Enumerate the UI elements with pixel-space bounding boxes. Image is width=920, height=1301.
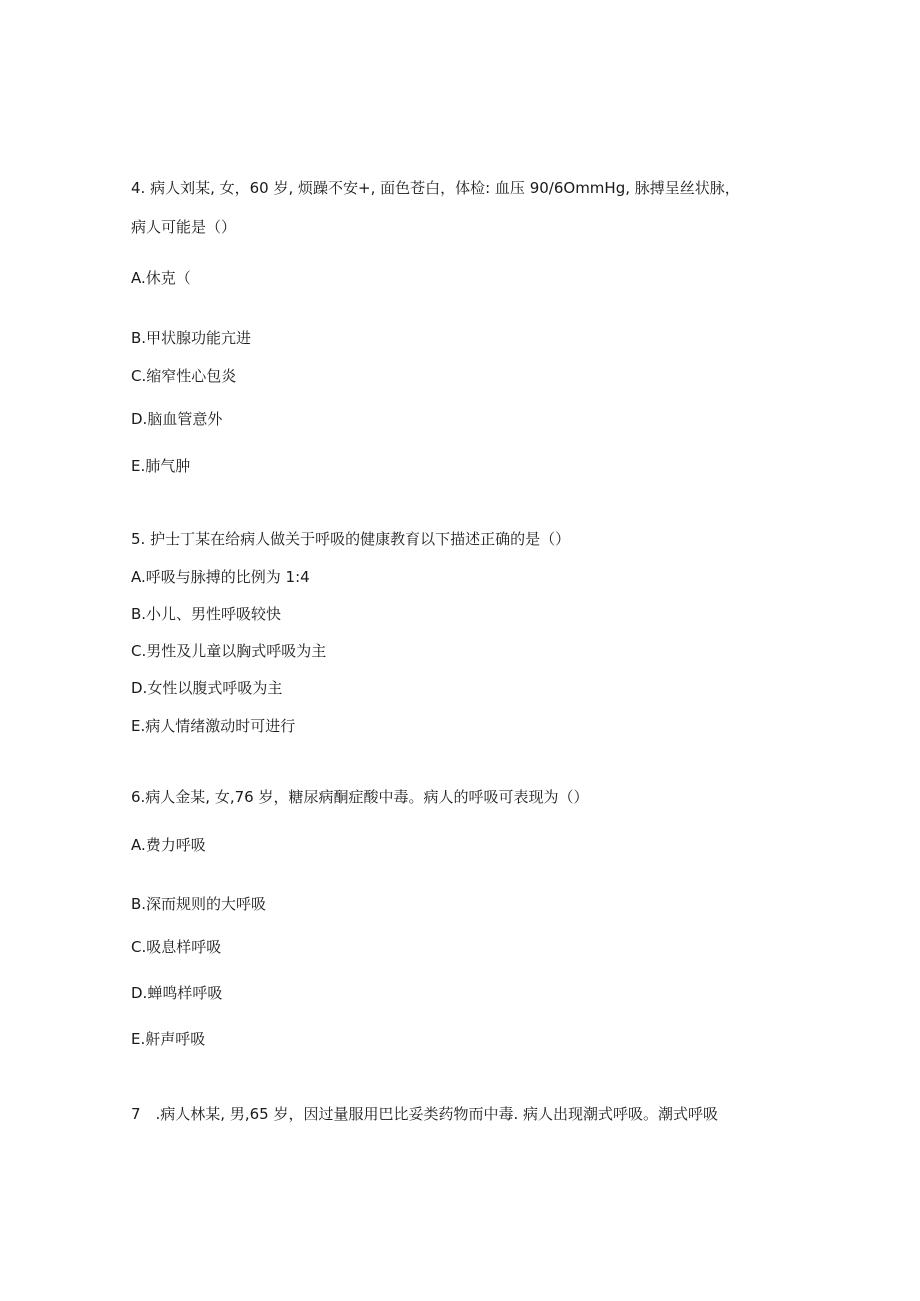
question-4-option-d: D.脑血管意外 bbox=[131, 410, 223, 428]
question-6-option-d: D.蝉鸣样呼吸 bbox=[131, 984, 223, 1002]
question-6-option-b: B.深而规则的大呼吸 bbox=[131, 895, 267, 913]
question-5-option-d: D.女性以腹式呼吸为主 bbox=[131, 679, 283, 697]
question-4-stem-line-1: 4. 病人刘某, 女，60 岁, 烦躁不安+, 面色苍白，体检: 血压 90/6OmmHg, 脉搏呈丝状脉， bbox=[131, 179, 740, 197]
question-7-stem: 7 .病人林某, 男,65 岁，因过量服用巴比妥类药物而中毒. 病人出现潮式呼吸。潮式呼吸 bbox=[131, 1105, 719, 1123]
question-5-option-e: E.病人情绪激动时可进行 bbox=[131, 717, 296, 735]
question-4-option-a: A.休克（ bbox=[131, 269, 191, 287]
question-5-option-c: C.男性及儿童以胸式呼吸为主 bbox=[131, 642, 327, 660]
question-6-option-a: A.费力呼吸 bbox=[131, 836, 206, 854]
question-4-option-e: E.肺气肿 bbox=[131, 457, 191, 475]
question-4-stem-line-2: 病人可能是（） bbox=[131, 218, 237, 236]
question-5-option-b: B.小儿、男性呼吸较快 bbox=[131, 605, 282, 623]
question-4-option-b: B.甲状腺功能亢进 bbox=[131, 329, 252, 347]
question-5-option-a: A.呼吸与脉搏的比例为 1:4 bbox=[131, 568, 310, 586]
question-4-option-c: C.缩窄性心包炎 bbox=[131, 367, 237, 385]
question-5-stem: 5. 护士丁某在给病人做关于呼吸的健康教育以下描述正确的是（） bbox=[131, 530, 571, 548]
question-6-stem: 6.病人金某, 女,76 岁，糖尿病酮症酸中毒。病人的呼吸可表现为（） bbox=[131, 788, 589, 806]
question-6-option-c: C.吸息样呼吸 bbox=[131, 938, 222, 956]
question-6-option-e: E.鼾声呼吸 bbox=[131, 1030, 206, 1048]
